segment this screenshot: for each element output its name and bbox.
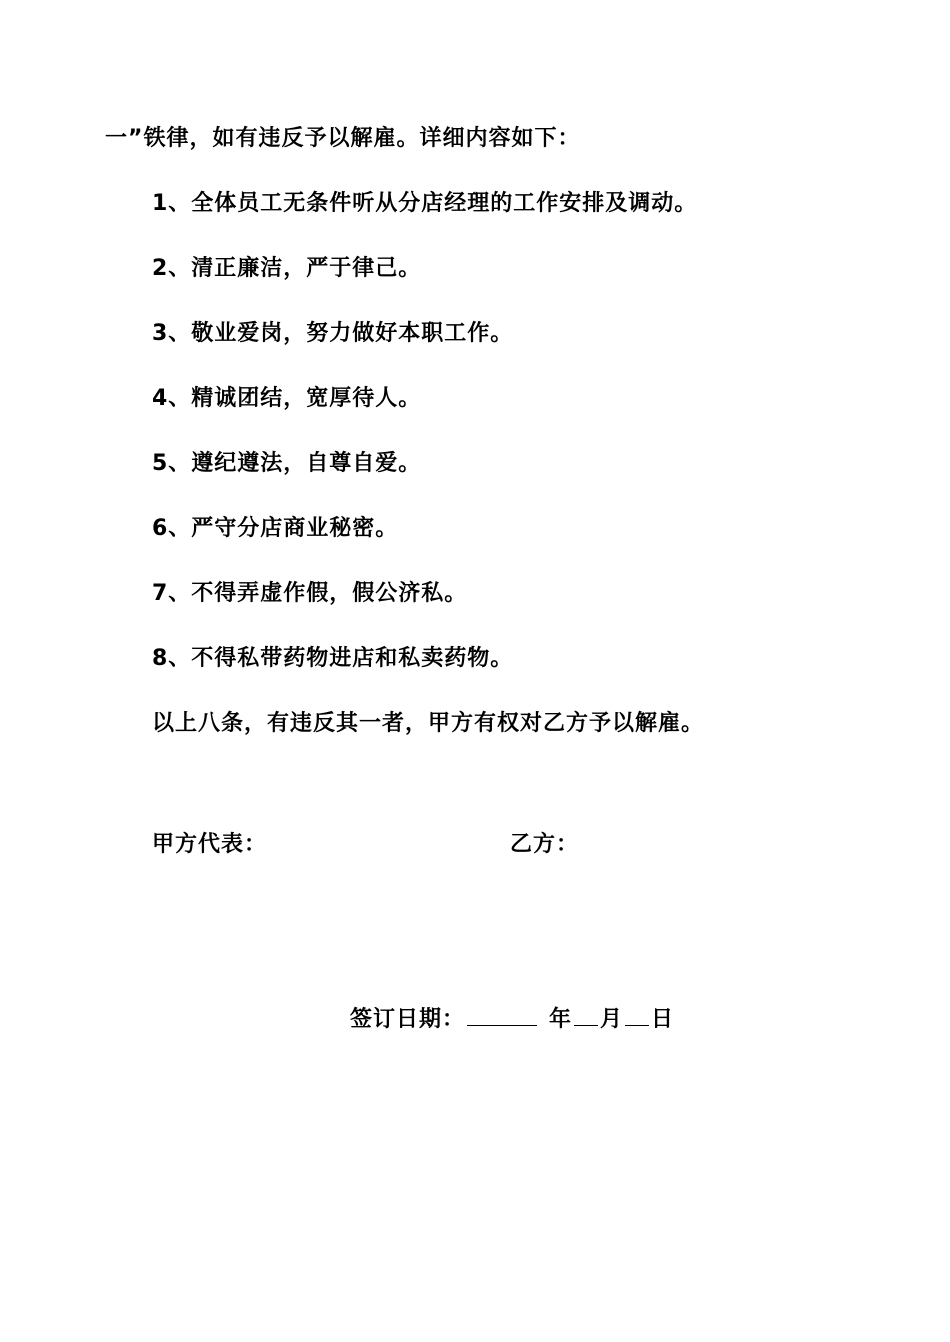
date-label: 签订日期： [350,1007,466,1032]
rule-item: 2、清正廉洁，严于律己。 [152,256,422,281]
month-label: 月 [600,1007,624,1032]
party-b-signature-label: 乙方： [510,832,580,857]
rule-item: 4、精诚团结，宽厚待人。 [152,386,422,411]
summary-text: 以上八条，有违反其一者，甲方有权对乙方予以解雇。 [152,711,705,736]
day-label: 日 [651,1007,675,1032]
rule-item: 3、敬业爱岗，努力做好本职工作。 [152,321,514,346]
rule-item: 1、全体员工无条件听从分店经理的工作安排及调动。 [152,191,698,216]
intro-text: 一”铁律，如有违反予以解雇。详细内容如下： [105,126,581,151]
day-blank [625,1003,649,1026]
rule-item: 6、严守分店商业秘密。 [152,516,399,541]
signing-date [350,1003,674,1035]
month-blank [574,1003,598,1026]
rule-item: 5、遵纪遵法，自尊自爱。 [152,451,422,476]
rule-item: 7、不得弄虚作假，假公济私。 [152,581,468,606]
year-blank [467,1003,537,1026]
party-a-signature-label: 甲方代表： [152,832,268,857]
rule-item: 8、不得私带药物进店和私卖药物。 [152,646,514,671]
year-label: 年 [549,1007,573,1032]
